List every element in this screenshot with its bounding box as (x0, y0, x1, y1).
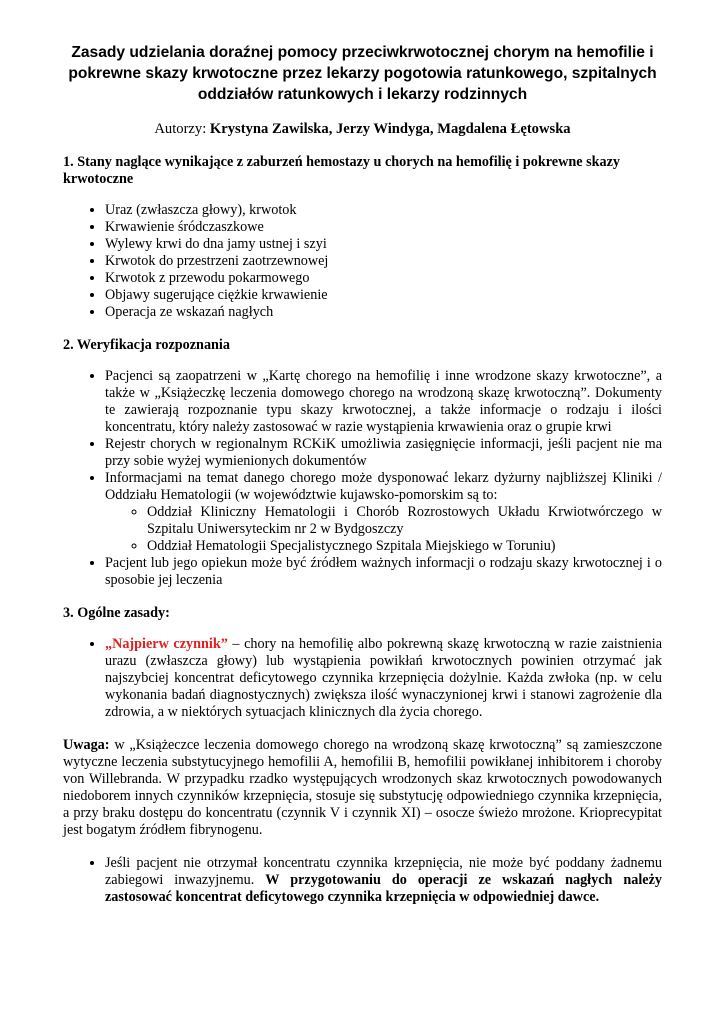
list-item: • Uraz (zwłaszcza głowy), krwotok (105, 202, 662, 219)
section-1-heading: 1. Stany naglące wynikające z zaburzeń hemostazy u chorych na hemofilię i pokrewne skazy krwotoczne (63, 154, 620, 187)
section-3-list-2 (63, 855, 662, 906)
factor-first-highlight: „Najpierw czynnik” (105, 636, 228, 652)
list-item: • Objawy sugerujące ciężkie krwawienie (105, 287, 662, 304)
note-label: Uwaga: (63, 737, 110, 753)
authors-names: Krystyna Zawilska, Jerzy Windyga, Magdalena Łętowska (209, 121, 571, 137)
section-2-heading: 2. Weryfikacja rozpoznania (63, 337, 230, 353)
document-title: Zasady udzielania doraźnej pomocy przeciwkrwotocznej chorym na hemofilie i pokrewne skazy krwotoczne przez lekarzy pogotowia ratunkowego, szpitalnych oddziałów ratunkowych i lekarzy rodzinnych (68, 44, 657, 103)
authors-label: Autorzy: (154, 121, 207, 137)
list-item-text: Informacjami na temat danego chorego może dysponować lekarz dyżurny najbliższej Kliniki / Oddziału Hematologii (w województwie kujawsko-pomorskim są to: (105, 470, 662, 503)
hospital-sublist (105, 504, 662, 555)
list-item-text: Jeśli pacjent nie otrzymał koncentratu czynnika krzepnięcia, nie może być poddany żadnemu zabiegowi inwazyjnemu. (105, 855, 662, 888)
list-item: • Pacjenci są zaopatrzeni w „Kartę chorego na hemofilię i inne wrodzone skazy krwotoczne”, a także w „Książeczkę leczenia domowego chorego na wrodzoną skazę krwotoczną”. Dokumenty te zawierają rozpoznanie typu skazy krwotocznej, a także informacje o rodzaju i ilości koncentratu, który należy zastosować w razie wystąpienia krwawienia oraz o grupie krwi (105, 368, 662, 436)
list-item: • Rejestr chorych w regionalnym RCKiK umożliwia zasięgnięcie informacji, jeśli pacjent nie ma przy sobie wyżej wymienionych dokumentów (105, 436, 662, 470)
list-item (105, 855, 662, 906)
list-item: • Krwawienie śródczaszkowe (105, 219, 662, 236)
section-1-list (63, 202, 662, 321)
list-item (105, 636, 662, 721)
list-item-bold-text: W przygotowaniu do operacji ze wskazań nagłych należy zastosować koncentrat deficytowego czynnika krzepnięcia w odpowiedniej dawce. (105, 872, 662, 905)
list-item-text: – chory na hemofilię albo pokrewną skazę krwotoczną w razie zaistnienia urazu (zwłaszcza głowy) lub wystąpienia powikłań krwotocznych powinien otrzymać jak najszybciej koncentrat deficytowego czynnika krzepnięcia dożylnie. Każda zwłoka (np. w celu wykonania badań diagnostycznych) zwiększa ilość wynaczynionej krwi i stanowi zagrożenie dla zdrowia, a w niektórych sytuacjach klinicznych dla życia chorego. (105, 636, 662, 720)
list-item (105, 470, 662, 555)
section-2-list (63, 368, 662, 589)
sublist-item: ◦ Oddział Hematologii Specjalistycznego Szpitala Miejskiego w Toruniu) (147, 538, 662, 555)
note-paragraph (63, 737, 662, 839)
authors-line (63, 121, 662, 138)
list-item: • Krwotok z przewodu pokarmowego (105, 270, 662, 287)
list-item: • Wylewy krwi do dna jamy ustnej i szyi (105, 236, 662, 253)
sublist-item: ◦ Oddział Kliniczny Hematologii i Chorób Rozrostowych Układu Krwiotwórczego w Szpitalu Uniwersyteckim nr 2 w Bydgoszczy (147, 504, 662, 538)
section-3-heading: 3. Ogólne zasady: (63, 605, 170, 621)
section-3-list (63, 636, 662, 721)
list-item: • Krwotok do przestrzeni zaotrzewnowej (105, 253, 662, 270)
list-item: • Operacja ze wskazań nagłych (105, 304, 662, 321)
note-text: w „Książeczce leczenia domowego chorego na wrodzoną skazę krwotoczną” są zamieszczone wytyczne leczenia substytucyjnego hemofilii A, hemofilii B, hemofilii powikłanej inhibitorem i choroby von Willebranda. W przypadku rzadko występujących wrodzonych skaz krwotocznych powodowanych niedoborem innych czynników krzepnięcia, stosuje się substytucję odpowiedniego czynnika krzepnięcia, a przy braku dostępu do koncentratu (czynnik V i czynnik XI) – osocze świeżo mrożone. Krioprecypitat jest bogatym źródłem fibrynogenu. (63, 737, 662, 838)
list-item: • Pacjent lub jego opiekun może być źródłem ważnych informacji o rodzaju skazy krwotocznej i o sposobie jej leczenia (105, 555, 662, 589)
